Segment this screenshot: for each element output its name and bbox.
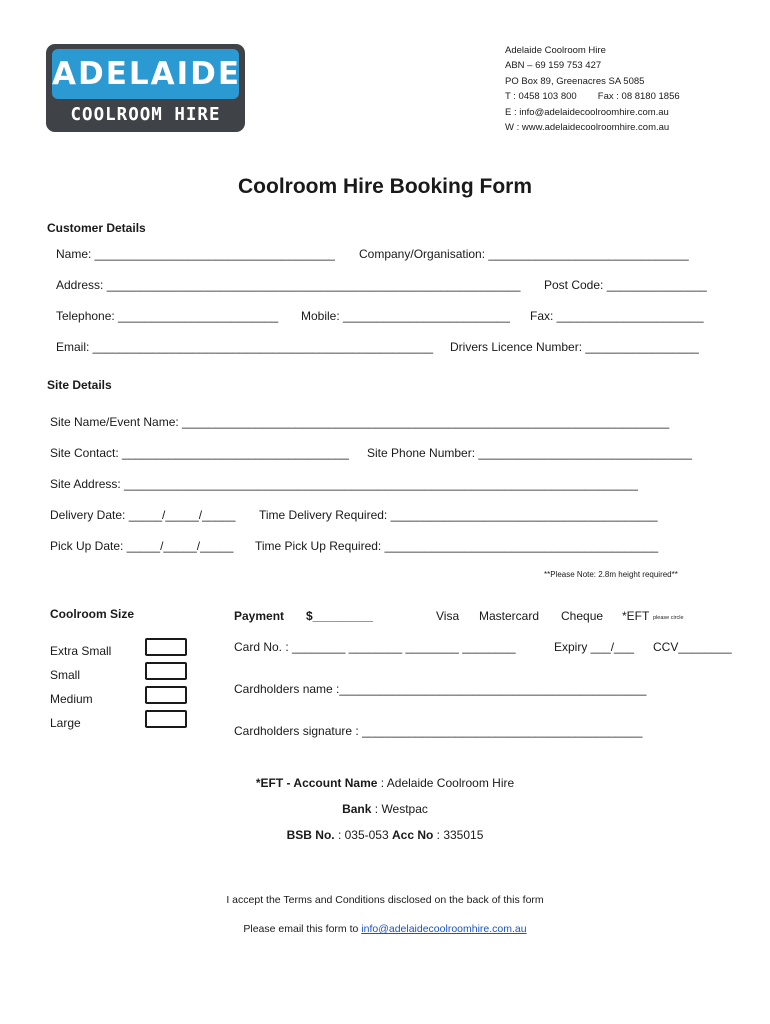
contact-phone-fax: T : 0458 103 800 Fax : 08 8180 1856 xyxy=(505,91,680,103)
contact-abn: ABN – 69 159 753 427 xyxy=(505,60,602,72)
cardholder-name-field[interactable]: Cardholders name :______________________________________________ xyxy=(234,682,647,696)
email-link[interactable]: info@adelaidecoolroomhire.com.au xyxy=(361,923,527,935)
company-field[interactable]: Company/Organisation: ______________________________ xyxy=(359,247,689,261)
address-field[interactable]: Address: ______________________________________________________________ xyxy=(56,278,521,292)
email-instruction-prefix: Please email this form to xyxy=(243,923,362,935)
ccv-field[interactable]: CCV________ xyxy=(653,640,732,654)
logo-line2: COOLROOM HIRE xyxy=(70,105,221,125)
form-title: Coolroom Hire Booking Form xyxy=(238,175,532,198)
eft-bank-line xyxy=(0,802,770,816)
customer-details-heading: Customer Details xyxy=(47,221,146,235)
size-medium-checkbox[interactable] xyxy=(145,686,187,704)
cardholder-signature-field[interactable]: Cardholders signature : __________________________________________ xyxy=(234,724,643,738)
pickup-time-field[interactable]: Time Pick Up Required: _________________________________________ xyxy=(255,539,659,553)
terms-text: I accept the Terms and Conditions disclosed on the back of this form xyxy=(226,894,544,906)
size-large-label: Large xyxy=(50,716,81,730)
contact-details xyxy=(505,43,680,135)
eft-bsb-label: BSB No. xyxy=(286,828,335,842)
eft-bsb-value: : 035-053 xyxy=(334,828,392,842)
payment-method-eft[interactable]: *EFT xyxy=(622,609,650,623)
payment-method-mastercard[interactable]: Mastercard xyxy=(479,609,540,623)
site-details-heading: Site Details xyxy=(47,378,112,392)
eft-acc-label: Acc No xyxy=(391,828,434,842)
eft-account-label: *EFT - Account Name xyxy=(255,776,378,790)
payment-amount-field[interactable]: $_________ xyxy=(306,609,373,623)
email-field[interactable]: Email: ___________________________________________________ xyxy=(56,340,434,354)
site-address-field[interactable]: Site Address: _____________________________________________________________________________ xyxy=(50,477,638,491)
postcode-field[interactable]: Post Code: _______________ xyxy=(544,278,707,292)
contact-company: Adelaide Coolroom Hire xyxy=(505,45,606,56)
please-circle-note: please circle xyxy=(653,615,684,621)
logo-line1: ADELAIDE xyxy=(52,49,239,99)
delivery-time-field[interactable]: Time Delivery Required: ________________________________________ xyxy=(259,508,658,522)
size-small-label: Small xyxy=(50,668,81,682)
fax-field[interactable]: Fax: ______________________ xyxy=(530,309,704,323)
size-small-checkbox[interactable] xyxy=(145,662,187,680)
size-medium-label: Medium xyxy=(50,692,93,706)
pickup-date-field[interactable]: Pick Up Date: _____/_____/_____ xyxy=(50,539,234,553)
size-large-checkbox[interactable] xyxy=(145,710,187,728)
eft-bank-label: Bank xyxy=(342,802,372,816)
eft-bsb-line xyxy=(0,828,770,842)
name-field[interactable]: Name: ____________________________________ xyxy=(56,247,335,261)
height-note: **Please Note: 2.8m height required** xyxy=(544,570,678,579)
telephone-field[interactable]: Telephone: ________________________ xyxy=(56,309,279,323)
card-number-field[interactable]: Card No. : ________ ________ ________ ________ xyxy=(234,640,516,654)
contact-email: E : info@adelaidecoolroomhire.com.au xyxy=(505,106,669,118)
payment-method-visa[interactable]: Visa xyxy=(436,609,460,623)
eft-acc-value: : 335015 xyxy=(433,828,484,842)
size-extra-small-label: Extra Small xyxy=(50,644,112,658)
email-instruction xyxy=(0,923,770,935)
delivery-date-field[interactable]: Delivery Date: _____/_____/_____ xyxy=(50,508,236,522)
site-phone-field[interactable]: Site Phone Number: ________________________________ xyxy=(367,446,692,460)
payment-method-cheque[interactable]: Cheque xyxy=(561,609,604,623)
eft-account-line xyxy=(0,776,770,790)
mobile-field[interactable]: Mobile: _________________________ xyxy=(301,309,510,323)
contact-address: PO Box 89, Greenacres SA 5085 xyxy=(505,75,645,87)
payment-label: Payment xyxy=(234,609,285,623)
company-logo xyxy=(46,44,245,132)
site-event-field[interactable]: Site Name/Event Name: _________________________________________________________________________ xyxy=(50,415,670,429)
licence-field[interactable]: Drivers Licence Number: _________________ xyxy=(450,340,699,354)
eft-account-value: : Adelaide Coolroom Hire xyxy=(377,776,515,790)
size-extra-small-checkbox[interactable] xyxy=(145,638,187,656)
eft-bank-value: : Westpac xyxy=(371,802,428,816)
expiry-field[interactable]: Expiry ___/___ xyxy=(554,640,635,654)
site-contact-field[interactable]: Site Contact: __________________________________ xyxy=(50,446,349,460)
contact-website: W : www.adelaidecoolroomhire.com.au xyxy=(505,122,670,134)
coolroom-size-heading: Coolroom Size xyxy=(50,607,135,621)
